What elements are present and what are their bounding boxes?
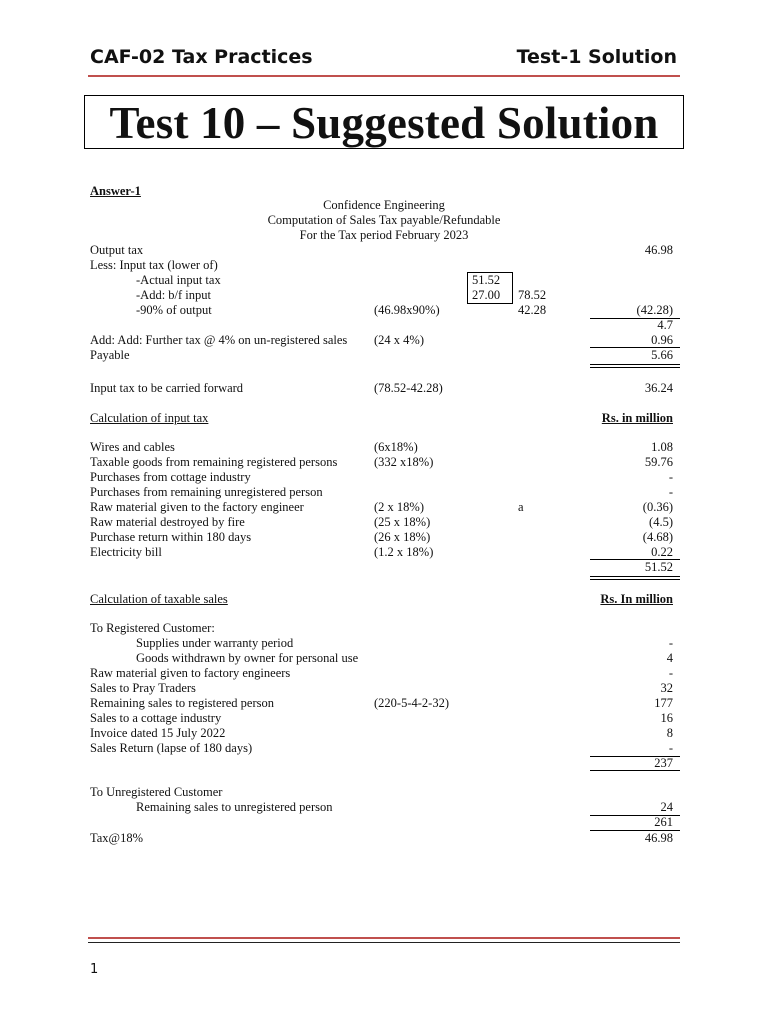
input-row-value: 0.22 [651, 545, 673, 559]
input-row-value: (4.68) [642, 530, 673, 544]
page-number: 1 [90, 962, 99, 977]
sales-row-label: Invoice dated 15 July 2022 [90, 726, 226, 740]
sales-row-value: 177 [654, 696, 673, 710]
subtotal-value: 4.7 [657, 318, 673, 332]
input-row-label: Wires and cables [90, 440, 175, 454]
output-tax-label: Output tax [90, 243, 144, 257]
tax-period: For the Tax period February 2023 [299, 228, 469, 242]
ninety-calc: (46.98x90%) [374, 303, 440, 317]
unregistered-label: Remaining sales to unregistered person [136, 800, 333, 814]
computation-title: Computation of Sales Tax payable/Refundable [267, 213, 501, 227]
carry-forward-calc: (78.52-42.28) [374, 381, 443, 395]
unregistered-value: 24 [660, 800, 673, 814]
sales-row-label: Sales Return (lapse of 180 days) [90, 741, 253, 755]
less-input-label: Less: Input tax (lower of) [90, 258, 218, 272]
ninety-value: 42.28 [518, 303, 547, 317]
tax-rate-label: Tax@18% [90, 831, 143, 845]
registered-total: 237 [654, 756, 673, 770]
bf-total: 78.52 [518, 288, 547, 302]
input-row-calc: (2 x 18%) [374, 500, 424, 514]
sales-row-value: 8 [666, 726, 673, 740]
input-row-value: (0.36) [642, 500, 673, 514]
ninety-label: -90% of output [136, 303, 212, 317]
sales-row-label: Raw material given to factory engineers [90, 666, 291, 680]
taxable-sales-unit: Rs. In million [600, 592, 673, 606]
answer-label: Answer-1 [90, 184, 141, 198]
carry-forward-value: 36.24 [644, 381, 673, 395]
payable-label: Payable [90, 348, 130, 362]
page-title: Test 10 – Suggested Solution [109, 98, 659, 148]
header-rule [88, 75, 680, 77]
input-row-calc: (332 x18%) [374, 455, 434, 469]
underline [590, 770, 680, 771]
actual-input-value: 51.52 [472, 273, 501, 287]
doc-header-left: CAF-02 Tax Practices [90, 46, 313, 68]
double-underline [590, 576, 680, 577]
bf-input-label: -Add: b/f input [136, 288, 211, 302]
input-row-label: Electricity bill [90, 545, 162, 559]
input-row-label: Raw material given to the factory engineer [90, 500, 304, 514]
input-row-calc: (1.2 x 18%) [374, 545, 434, 559]
grand-total: 261 [654, 815, 673, 829]
further-tax-value: 0.96 [651, 333, 673, 347]
payable-value: 5.66 [651, 348, 673, 362]
input-tax-heading: Calculation of input tax [90, 411, 209, 425]
tax-value: 46.98 [644, 831, 673, 845]
registered-heading: To Registered Customer: [90, 621, 215, 635]
input-row-calc: (25 x 18%) [374, 515, 431, 529]
footer-rule [88, 937, 680, 939]
input-row-label: Purchase return within 180 days [90, 530, 252, 544]
sales-row-label: Goods withdrawn by owner for personal use [136, 651, 359, 665]
doc-header-right: Test-1 Solution [516, 46, 677, 68]
sales-row-value: 16 [660, 711, 673, 725]
input-row-label: Purchases from remaining unregistered person [90, 485, 323, 499]
sales-row-label: Sales to a cottage industry [90, 711, 222, 725]
sales-row-value: 4 [666, 651, 673, 665]
output-tax-value: 46.98 [644, 243, 673, 257]
input-row-value: - [668, 470, 673, 484]
further-tax-label: Add: Add: Further tax @ 4% on un-registered sales [90, 333, 348, 347]
carry-forward-label: Input tax to be carried forward [90, 381, 244, 395]
sales-row-value: - [668, 636, 673, 650]
sales-row-label: Remaining sales to registered person [90, 696, 274, 710]
double-underline [590, 579, 680, 580]
input-deduction: (42.28) [636, 303, 673, 317]
input-row-calc: (6x18%) [374, 440, 418, 454]
taxable-sales-heading: Calculation of taxable sales [90, 592, 228, 606]
input-row-label: Raw material destroyed by fire [90, 515, 245, 529]
input-row-value: (4.5) [649, 515, 673, 529]
input-row-note: a [518, 500, 524, 514]
input-row-label: Taxable goods from remaining registered persons [90, 455, 338, 469]
sales-row-label: Supplies under warranty period [136, 636, 294, 650]
sales-row-calc: (220-5-4-2-32) [374, 696, 449, 710]
input-row-calc: (26 x 18%) [374, 530, 431, 544]
input-row-value: - [668, 485, 673, 499]
input-tax-unit: Rs. in million [601, 411, 673, 425]
double-underline [590, 364, 680, 365]
actual-input-label: -Actual input tax [136, 273, 221, 287]
input-row-label: Purchases from cottage industry [90, 470, 251, 484]
sales-row-label: Sales to Pray Traders [90, 681, 196, 695]
company-name: Confidence Engineering [323, 198, 445, 212]
footer-rule-thin [88, 942, 680, 943]
title-box [84, 95, 684, 149]
bf-input-value: 27.00 [472, 288, 501, 302]
input-row-value: 1.08 [651, 440, 673, 454]
double-underline [590, 367, 680, 368]
sales-row-value: 32 [660, 681, 673, 695]
input-tax-total: 51.52 [644, 560, 673, 574]
further-tax-calc: (24 x 4%) [374, 333, 424, 347]
sales-row-value: - [668, 741, 673, 755]
input-row-value: 59.76 [644, 455, 673, 469]
unregistered-heading: To Unregistered Customer [90, 785, 223, 799]
sales-row-value: - [668, 666, 673, 680]
